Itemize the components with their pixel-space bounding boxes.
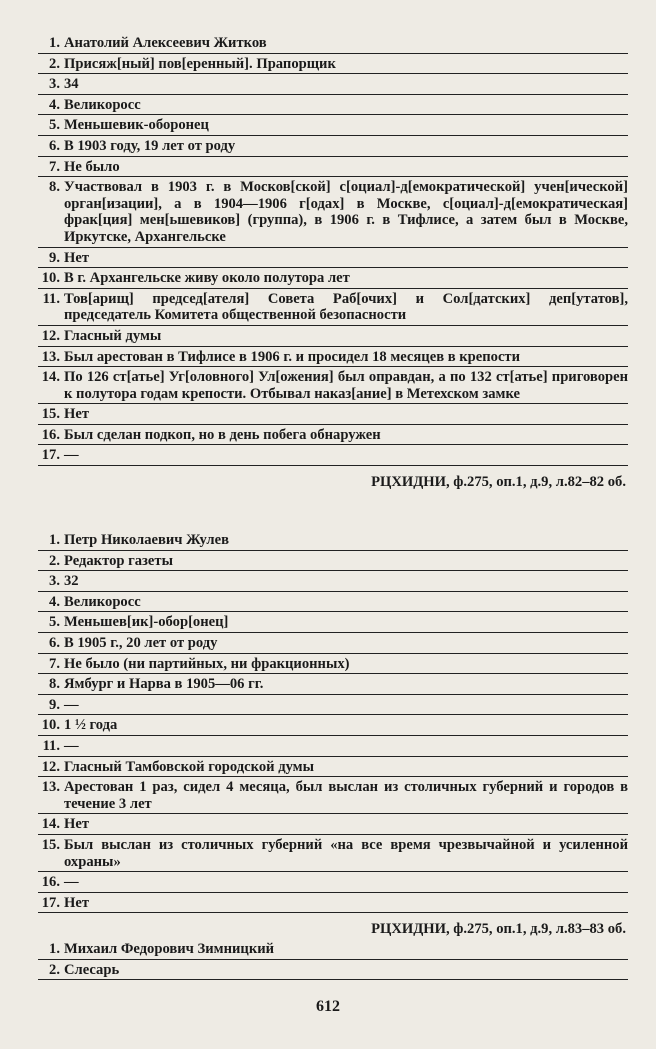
- answer-number: 2.: [49, 552, 60, 569]
- questionnaire-answer: [38, 654, 628, 675]
- answer-number: 7.: [49, 158, 60, 175]
- answer-text: Ямбург и Нарва в 1905—06 гг.: [64, 676, 264, 693]
- questionnaire-answer: [38, 54, 628, 75]
- answer-text: Гласный думы: [64, 327, 162, 344]
- answer-number: 14.: [41, 816, 60, 833]
- answer-number: 13.: [41, 348, 60, 365]
- answer-number: 15.: [41, 836, 60, 853]
- answer-number: 2.: [49, 55, 60, 72]
- answer-number: 9.: [49, 696, 60, 713]
- questionnaire-answer: [38, 695, 628, 716]
- answer-number: 3.: [49, 573, 60, 590]
- record-zhulev: [38, 530, 628, 938]
- answer-number: 1.: [49, 941, 60, 957]
- questionnaire-answer: [38, 612, 628, 633]
- answer-text: Был сделан подкоп, но в день побега обнаружен: [64, 426, 381, 443]
- page-number: 612: [316, 998, 340, 1015]
- answer-text: —: [64, 447, 79, 464]
- questionnaire-answer: [38, 367, 628, 404]
- questionnaire-answer: [38, 425, 628, 446]
- answer-number: 13.: [41, 779, 60, 796]
- answer-number: 10.: [41, 270, 60, 287]
- answer-text: Был арестован в Тифлисе в 1906 г. и просидел 18 месяцев в крепости: [64, 348, 521, 365]
- answer-text: Был выслан из столичных губерний «на все время чрезвычайной и усиленной охраны»: [64, 836, 628, 870]
- answer-text: Нет: [64, 406, 89, 423]
- answer-number: 1.: [49, 35, 60, 51]
- answer-text: 32: [64, 573, 79, 590]
- questionnaire-answer: [38, 177, 628, 247]
- answer-text: Меньшев[ик]-обор[онец]: [64, 614, 229, 631]
- questionnaire-answer: [38, 551, 628, 572]
- record-zimnitsky: [38, 939, 628, 980]
- archive-citation: РЦХИДНИ, ф.275, оп.1, д.9, л.82–82 об.: [371, 474, 626, 491]
- answer-number: 8.: [49, 676, 60, 693]
- questionnaire-answer: [38, 757, 628, 778]
- answer-number: 2.: [49, 961, 60, 978]
- answer-text: Михаил Федорович Зимницкий: [64, 941, 275, 957]
- answer-text: 1 ½ года: [64, 717, 118, 734]
- answer-text: По 126 ст[атье] Уг[оловного] Ул[ожения] был оправдан, а по 132 ст[атье] приговорен к полутора годам крепости. Отбывал наказ[ание] в Метехском замке: [64, 369, 628, 402]
- answer-number: 5.: [49, 117, 60, 134]
- answer-number: 17.: [41, 894, 60, 911]
- answer-text: Великоросс: [64, 593, 141, 610]
- questionnaire-answer: [38, 960, 628, 981]
- record-zhitkov: [38, 33, 628, 491]
- questionnaire-answer: [38, 445, 628, 466]
- questionnaire-answer: [38, 289, 628, 326]
- answer-number: 17.: [41, 447, 60, 464]
- answer-text: Редактор газеты: [64, 552, 173, 569]
- answer-number: 12.: [41, 758, 60, 775]
- questionnaire-answer: [38, 74, 628, 95]
- questionnaire-answer: [38, 777, 628, 814]
- questionnaire-answer: [38, 872, 628, 893]
- answer-number: 11.: [42, 290, 60, 307]
- questionnaire-answer: [38, 95, 628, 116]
- questionnaire-answer: [38, 115, 628, 136]
- answer-text: 34: [64, 76, 79, 93]
- answer-number: 6.: [49, 137, 60, 154]
- questionnaire-answer: [38, 404, 628, 425]
- answer-number: 14.: [41, 369, 60, 386]
- answer-text: В 1903 году, 19 лет от роду: [64, 137, 236, 154]
- questionnaire-answer: [38, 248, 628, 269]
- answer-text: Нет: [64, 894, 89, 911]
- answer-text: Не было (ни партийных, ни фракционных): [64, 655, 350, 672]
- answer-number: 15.: [41, 406, 60, 423]
- questionnaire-answer: [38, 571, 628, 592]
- questionnaire-answer: [38, 592, 628, 613]
- questionnaire-answer: [38, 530, 628, 551]
- answer-text: Нет: [64, 249, 89, 266]
- answer-text: —: [64, 696, 79, 713]
- questionnaire-answer: [38, 939, 628, 960]
- answer-text: Нет: [64, 816, 89, 833]
- answer-text: Анатолий Алексеевич Житков: [64, 35, 267, 51]
- answer-number: 6.: [49, 634, 60, 651]
- answer-number: 11.: [42, 737, 60, 754]
- answer-text: —: [64, 874, 79, 891]
- answer-text: —: [64, 737, 79, 754]
- answer-number: 9.: [49, 249, 60, 266]
- questionnaire-answer: [38, 835, 628, 872]
- archive-citation: РЦХИДНИ, ф.275, оп.1, д.9, л.83–83 об.: [371, 921, 626, 938]
- answer-number: 4.: [49, 593, 60, 610]
- answer-text: Тов[арищ] председ[ателя] Совета Раб[очих] и Сол[датских] деп[утатов], председатель Комитета общественной безопасности: [64, 290, 628, 324]
- questionnaire-answer: [38, 33, 628, 54]
- answer-text: Петр Николаевич Жулев: [64, 532, 229, 548]
- answer-text: Присяж[ный] пов[еренный]. Прапорщик: [64, 55, 336, 72]
- answer-text: Меньшевик-оборонец: [64, 117, 209, 134]
- answer-number: 8.: [49, 179, 60, 196]
- questionnaire-answer: [38, 814, 628, 835]
- answer-text: Арестован 1 раз, сидел 4 месяца, был выслан из столичных губерний и городов в течение 3 лет: [64, 779, 628, 812]
- questionnaire-answer: [38, 136, 628, 157]
- questionnaire-answer: [38, 268, 628, 289]
- questionnaire-answer: [38, 633, 628, 654]
- questionnaire-answer: [38, 736, 628, 757]
- questionnaire-answer: [38, 157, 628, 178]
- answer-number: 3.: [49, 76, 60, 93]
- answer-text: Гласный Тамбовской городской думы: [64, 758, 315, 775]
- questionnaire-answer: [38, 893, 628, 914]
- answer-number: 16.: [41, 874, 60, 891]
- answer-number: 16.: [41, 426, 60, 443]
- answer-text: В 1905 г., 20 лет от роду: [64, 634, 218, 651]
- answer-text: Участвовал в 1903 г. в Москов[ской] с[оциал]-д[емократической] учен[ической] орган[изации], а в 1904—1906 г[одах] в Москве, с[оциал]-д[емократическая] фрак[ция] мен[ьшевиков] (группа), в 1906 г. в Тифлисе, а затем был в Москве, Иркутске, Архангельске: [64, 179, 628, 245]
- questionnaire-answer: [38, 347, 628, 368]
- questionnaire-answer: [38, 674, 628, 695]
- answer-text: Великоросс: [64, 96, 141, 113]
- answer-text: Не было: [64, 158, 120, 175]
- answer-number: 12.: [41, 327, 60, 344]
- questionnaire-answer: [38, 715, 628, 736]
- answer-text: Слесарь: [64, 961, 120, 978]
- questionnaire-answer: [38, 326, 628, 347]
- answer-number: 5.: [49, 614, 60, 631]
- answer-number: 1.: [49, 532, 60, 548]
- answer-text: В г. Архангельске живу около полутора лет: [64, 270, 350, 287]
- answer-number: 4.: [49, 96, 60, 113]
- answer-number: 10.: [41, 717, 60, 734]
- answer-number: 7.: [49, 655, 60, 672]
